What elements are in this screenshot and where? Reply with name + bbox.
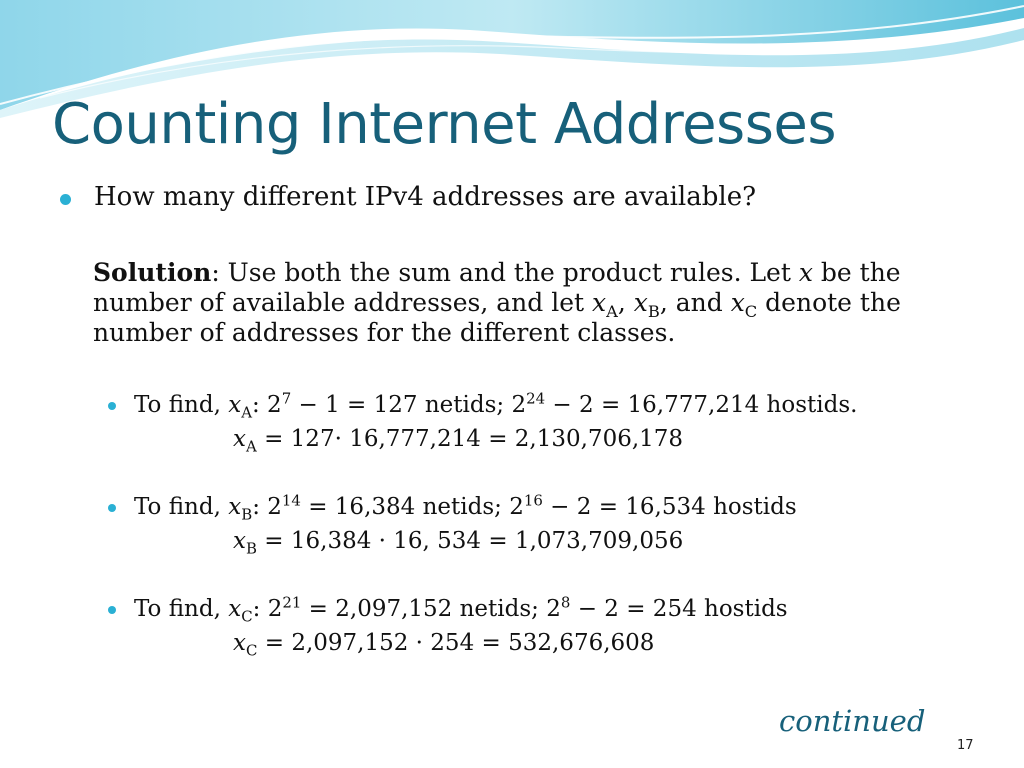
- solution-text: number of available addresses, and let: [93, 288, 592, 317]
- find-line: To find, $x_B$: $2^{14} = 16,384$ netids; $2^{16} - 2 = 16,534$ hostids: [134, 491, 797, 524]
- solution-label: Solution: [93, 258, 212, 287]
- continued-label: continued: [779, 704, 926, 738]
- variable-x: x: [730, 288, 745, 317]
- subscript-b: B: [647, 302, 660, 321]
- bullet-icon: [60, 194, 71, 205]
- solution-line-1: [93, 258, 963, 288]
- variable-x: x: [592, 288, 607, 317]
- solution-line-3: number of addresses for the different classes.: [93, 318, 676, 347]
- solution-text: ,: [617, 288, 634, 317]
- bullet-icon: [108, 606, 116, 614]
- solution-line-2: [93, 288, 963, 321]
- page-number: 17: [957, 738, 974, 753]
- subscript-c: C: [744, 302, 758, 321]
- subscript-a: A: [606, 302, 618, 321]
- calc-line: $x_B = 16,384 \cdot 16$, 534 = 1,073,709,056: [233, 528, 684, 558]
- solution-text: , and: [659, 288, 731, 317]
- bullet-icon: [108, 402, 116, 410]
- solution-paragraph: [93, 258, 963, 348]
- calc-line: $x_A = 127\cdot 16,777,214 = 2,130,706,178$: [233, 426, 684, 456]
- main-bullet-text: How many different IPv4 addresses are available?: [94, 182, 757, 212]
- variable-x: x: [633, 288, 648, 317]
- solution-text: : Use both the sum and the product rules. Let: [211, 258, 799, 287]
- find-line: To find, $x_A$: $2^7 - 1 = 127$ netids; $2^{24} - 2 = 16,777,214$ hostids.: [134, 389, 858, 422]
- slide-title: Counting Internet Addresses: [52, 92, 837, 157]
- calc-line: $x_C = 2,097,152 \cdot 254 = 532,676,608$: [233, 630, 655, 660]
- solution-text: be the: [812, 258, 901, 287]
- find-line: To find, $x_C$: $2^{21} = 2,097,152$ netids; $2^8 - 2 = 254$ hostids: [134, 593, 788, 626]
- bullet-icon: [108, 504, 116, 512]
- solution-text: denote the: [757, 288, 901, 317]
- variable-x: x: [798, 258, 813, 287]
